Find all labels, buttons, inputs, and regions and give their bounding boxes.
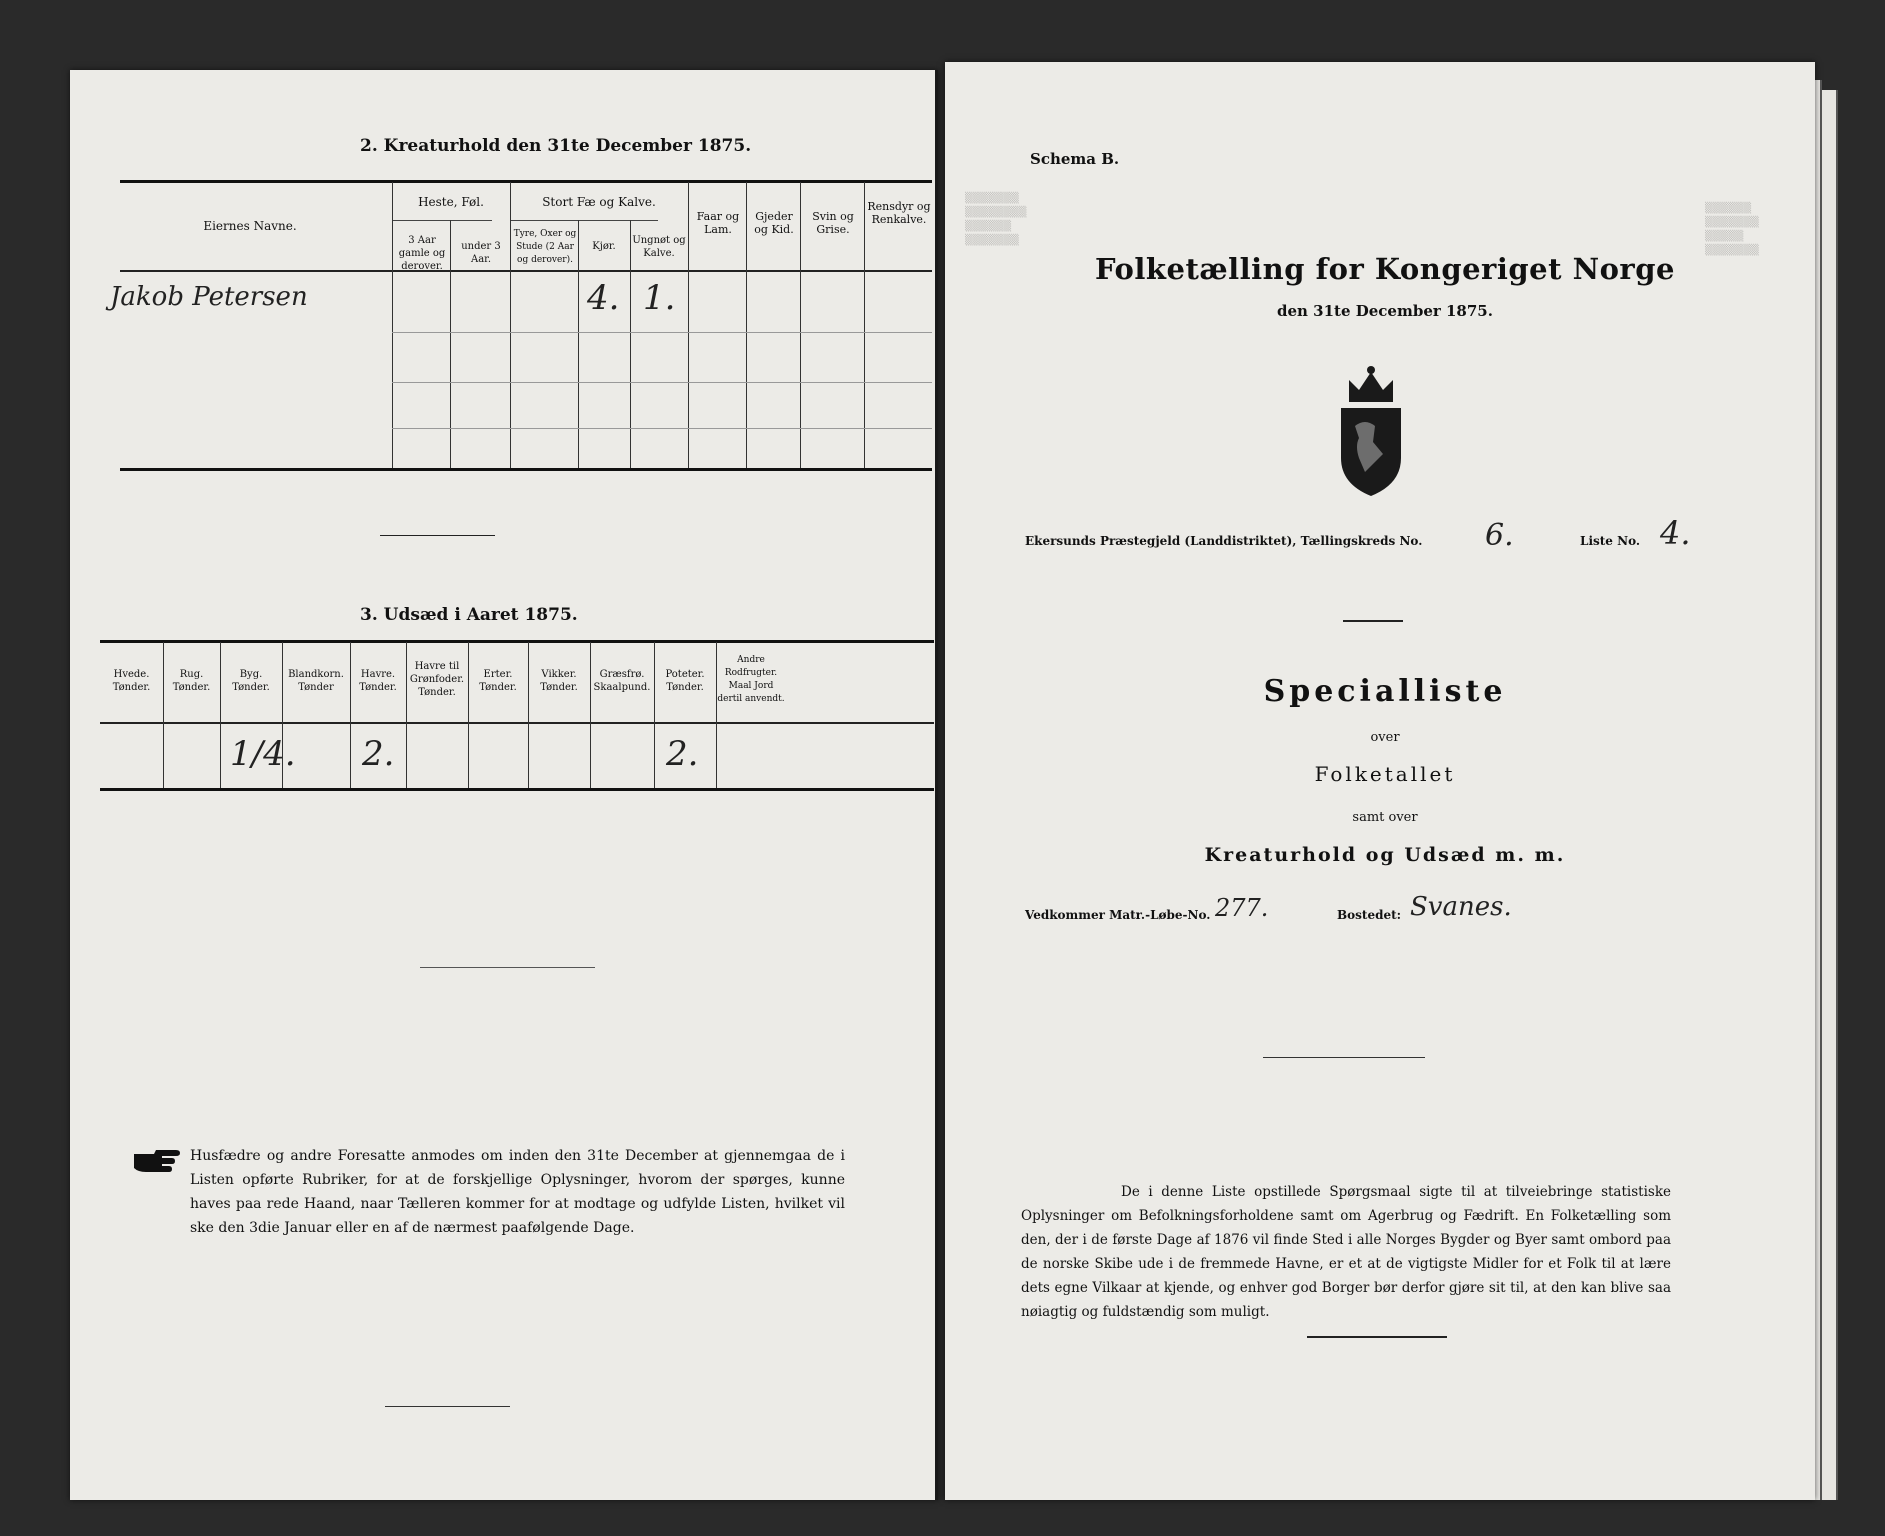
specialliste-title: Specialliste <box>1263 674 1507 709</box>
purpose-paragraph: De i denne Liste opstillede Spørgsmaal sigte til at tilveiebringe statistiske Oplysninger om Befolkningsforholdene samt om Agerbrug og Fædrift. En Folketælling som den, der i de første Dage af 1876 vil finde Sted i alle Norges Bygder og Byer samt ombord paa de norske Skibe ude i de fremmede Havne, er et at de vigtigste Midler for et Folk til at lære dets egne Vilkaar at kjende, og enhver god Borger bør derfor gjøre sit til, at den kan blive saa nøiagtig og fuldstændig som muligt. <box>1021 1184 1671 1320</box>
header-hvede: Hvede. Tønder. <box>112 669 151 693</box>
right-page <box>945 62 1815 1500</box>
cows-value-handwritten: 4. <box>587 278 620 318</box>
header-blandkorn: Blandkorn. Tønder <box>288 669 344 693</box>
notice-text: Husfædre og andre Foresatte anmodes om inden den 31te December at gjennemgaa de i Listen opførte Rubriker, for at de forskjellige Oplysninger, hvorom der spørges, kunne haves paa rede Haand, naar Tælleren kommer for at modtage og udfylde Listen, hvilket vil ske den 3die Januar eller en af de nærmest paafølgende Dage. <box>190 1148 845 1236</box>
norway-coat-of-arms-icon <box>1335 362 1407 502</box>
header-horses: Heste, Føl. <box>418 195 484 209</box>
header-havre-gronfoder: Havre til Grønfoder. Tønder. <box>409 661 465 698</box>
header-cattle: Stort Fæ og Kalve. <box>542 195 656 209</box>
header-owner: Eiernes Navne. <box>203 219 297 233</box>
header-cows: Kjør. <box>592 241 616 252</box>
district-label: Ekersunds Præstegjeld (Landdistriktet), Tællingskreds No. <box>1025 534 1423 548</box>
over-label: over <box>1370 730 1400 745</box>
header-reindeer: Rensdyr og Renkalve. <box>867 200 931 226</box>
header-horses-young: under 3 Aar. <box>461 241 501 265</box>
header-poteter: Poteter. Tønder. <box>665 669 705 693</box>
header-sheep: Faar og Lam. <box>696 210 740 236</box>
header-pigs: Svin og Grise. <box>812 210 854 236</box>
poteter-value-handwritten: 2. <box>666 734 699 774</box>
bleed-through-ghost: ▒▒▒▒▒▒ ▒▒▒▒▒▒▒ ▒▒▒▒▒ ▒▒▒▒▒▒▒ <box>1705 203 1759 256</box>
header-horses-old: 3 Aar gamle og derover. <box>398 235 446 272</box>
byg-value-handwritten: 1/4. <box>230 734 296 774</box>
havre-value-handwritten: 2. <box>362 734 395 774</box>
kreaturhold-label: Kreaturhold og Udsæd m. m. <box>1204 844 1566 866</box>
header-havre: Havre. Tønder. <box>359 669 397 693</box>
district-no-handwritten: 6. <box>1485 518 1514 553</box>
census-date: den 31te December 1875. <box>1277 302 1493 320</box>
matr-value-handwritten: 277. <box>1215 894 1269 922</box>
header-graesfro: Græsfrø. Skaalpund. <box>593 669 651 693</box>
list-label: Liste No. <box>1580 534 1641 548</box>
bleed-through-ghost: ▒▒▒▒▒▒▒ ▒▒▒▒▒▒▒▒ ▒▒▒▒▒▒ ▒▒▒▒▒▒▒ <box>965 193 1027 246</box>
divider <box>380 535 495 536</box>
divider <box>1307 1336 1447 1338</box>
header-vikker: Vikker. Tønder. <box>540 669 578 693</box>
bosted-value-handwritten: Svanes. <box>1410 892 1512 922</box>
divider <box>385 1406 510 1407</box>
young-cattle-value-handwritten: 1. <box>643 278 676 318</box>
header-rug: Rug. Tønder. <box>172 669 211 693</box>
divider <box>1343 620 1403 622</box>
pointing-hand-icon <box>132 1142 182 1180</box>
left-page <box>70 70 938 1500</box>
header-young-cattle: Ungnøt og Kalve. <box>632 235 686 259</box>
header-goats: Gjeder og Kid. <box>754 210 794 236</box>
list-no-handwritten: 4. <box>1660 514 1691 552</box>
header-andre-rodfrugter: Andre Rodfrugter. Maal Jord dertil anvendt. <box>717 655 785 704</box>
folketallet-label: Folketallet <box>1314 762 1456 786</box>
schema-label: Schema B. <box>1030 150 1120 168</box>
header-bulls: Tyre, Oxer og Stude (2 Aar og derover). <box>513 229 577 265</box>
header-byg: Byg. Tønder. <box>232 669 270 693</box>
bosted-label: Bostedet: <box>1337 908 1402 922</box>
header-erter: Erter. Tønder. <box>479 669 517 693</box>
samt-over-label: samt over <box>1352 810 1418 825</box>
section3-heading: 3. Udsæd i Aaret 1875. <box>360 605 578 625</box>
divider <box>1263 1057 1425 1058</box>
owner-name-handwritten: Jakob Petersen <box>110 282 308 312</box>
divider <box>420 967 595 968</box>
census-title: Folketælling for Kongeriget Norge <box>1095 252 1675 286</box>
section2-heading: 2. Kreaturhold den 31te December 1875. <box>360 136 752 156</box>
matr-label: Vedkommer Matr.-Løbe-No. <box>1025 908 1211 922</box>
